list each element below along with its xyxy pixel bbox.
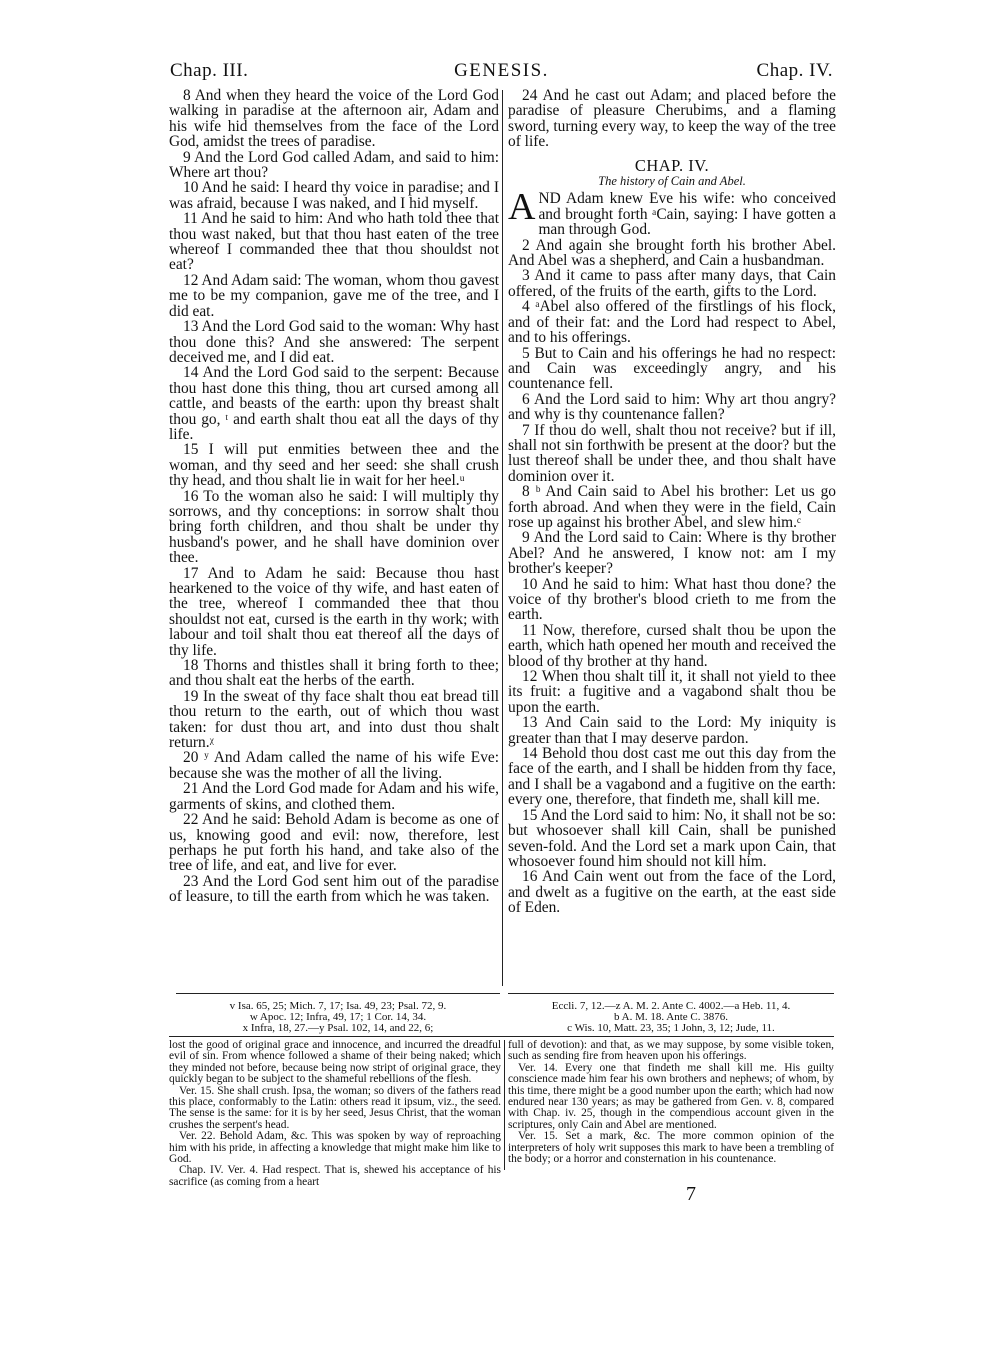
verse-paragraph: 17 And to Adam he said: Because thou hast hearkened to the voice of thy wife, and hast eaten of the tree, whereof I commanded thee that thou shouldst not eat, cursed is the earth in thy work; with labour and toil shalt thou eat thereof all the days of thy life. (169, 564, 499, 659)
note-paragraph: Chap. IV. Ver. 4. Had respect. That is, shewed his acceptance of his sacrifice (as coming from a heart (169, 1164, 501, 1188)
verse-paragraph: 9 And the Lord God called Adam, and said to him: Where art thou? (169, 148, 499, 182)
left-text-column (169, 88, 499, 905)
reference-line: b A. M. 18. Ante C. 3876. (614, 1011, 728, 1023)
drop-cap: A (508, 186, 536, 229)
verse-paragraph: 16 And Cain went out from the face of the Lord, and dwelt as a fugitive on the earth, at the east side of Eden. (508, 868, 836, 917)
notes-left (169, 1040, 501, 1188)
verse-paragraph: 19 In the sweat of thy face shalt thou eat bread till thou return to the earth, out of which thou wast taken: for dust thou art, and into dust thou shalt return.ᵡ (169, 687, 499, 752)
verse-paragraph: 16 To the woman also he said: I will multiply thy sorrows, and thy conceptions: in sorrow shalt thou bring forth children, and thou shalt be under thy husband's power, and he shall have dominion over thee. (169, 487, 499, 567)
verse-paragraph: 11 Now, therefore, cursed shalt thou be upon the earth, which hath opened her mouth and received the blood of thy brother at thy hand. (508, 621, 836, 670)
verse-paragraph: 21 And the Lord God made for Adam and his wife, garments of skins, and clothed them. (169, 780, 499, 813)
verse-paragraph: 2 And again she brought forth his brother Abel. And Abel was a shepherd, and Cain a husbandman. (508, 236, 836, 270)
verse-paragraph: 7 If thou do well, shalt thou not receive? but if ill, shall not sin forthwith be present at the door? but the lust thereof shall be under thee, and thou shalt have dominion over it. (508, 421, 836, 485)
reference-line: Eccli. 7, 12.—z A. M. 2. Ante C. 4002.—a Heb. 11, 4. (551, 1000, 791, 1012)
verse-paragraph: 22 And he said: Behold Adam is become as one of us, knowing good and evil: now, therefore, lest perhaps he put forth his hand, and take also of the tree of life, and eat, and live for ever. (169, 811, 499, 875)
verse-paragraph: 14 And the Lord God said to the serpent: Because thou hast done this thing, thou art cursed among all cattle, and beasts of the earth: upon thy breast shalt thou go, ᵗ and earth shalt thou eat all the days of thy life. (169, 364, 499, 443)
chapter-heading: CHAP. IV. (634, 155, 710, 175)
column-divider (502, 90, 503, 986)
verse-paragraph: 11 And he said to him: And who hath told thee that thou wast naked, but that thou hast eaten of the tree whereof I commanded thee that thou shouldst not eat? (169, 210, 499, 274)
right-chapter-label: Chap. IV. (756, 60, 833, 81)
verse-paragraph: 13 And Cain said to the Lord: My iniquity is greater than that I may deserve pardon. (508, 714, 836, 747)
verse-paragraph: 3 And it came to pass after many days, that Cain offered, of the fruits of the earth, gifts to the Lord. (508, 267, 836, 300)
first-verse-paragraph (508, 186, 836, 239)
verse-paragraph: 9 And the Lord said to Cain: Where is thy brother Abel? And he answered, I know not: am I my brother's keeper? (508, 529, 836, 578)
verse-paragraph: 15 I will put enmities between thee and the woman, and thy seed and her seed: she shall crush thy head, and thou shalt lie in wait for her heel.ᵘ (169, 441, 499, 490)
verse-paragraph: 14 Behold thou dost cast me out this day from the face of the earth, and I shall be hidden from thy face, and I shall be a vagabond and a fugitive on the earth: every one, therefore, that findeth me, shall kill me. (508, 745, 836, 809)
reference-rule-left (176, 993, 500, 994)
verse-paragraph: 13 And the Lord God said to the woman: Why hast thou done this? And she answered: The serpent deceived me, and I did eat. (169, 318, 499, 366)
reference-line: v Isa. 65, 25; Mich. 7, 17; Isa. 49, 23; Psal. 72, 9. (229, 1000, 447, 1012)
verse-paragraph: 10 And he said: I heard thy voice in paradise; and I was afraid, because I was naked, and I hid myself. (169, 179, 499, 212)
notes-divider (504, 1040, 505, 1170)
note-paragraph: full of devotion): and that, as we may suppose, by some visible token, such as sending fire from heaven upon his offerings. (508, 1039, 834, 1063)
verse-paragraph: 20 ʸ And Adam called the name of his wife Eve: because she was the mother of all the living. (169, 749, 499, 782)
marginal-references-right (508, 1001, 834, 1034)
verse-paragraph: 15 And the Lord said to him: No, it shall not be so: but whosoever shall kill Cain, shall be punished seven-fold. And the Lord set a mark upon Cain, that whosoever found him should not kill him. (508, 806, 836, 870)
verse-paragraph: 12 When thou shalt till it, it shall not yield to thee its fruit: a fugitive and a vagabond shalt thou be upon the earth. (508, 668, 836, 716)
verse-paragraph: 6 And the Lord said to him: Why art thou angry? and why is thy countenance fallen? (508, 390, 836, 424)
note-paragraph: Ver. 15. Set a mark, &c. The more common opinion of the interpreters of holy writ supposes this mark to have been a trembling of the body; or a horror and consternation in his countenance. (508, 1130, 834, 1166)
note-paragraph: Ver. 14. Every one that findeth me shall kill me. His guilty conscience made him fear his own brothers and nephews; of whom, by this time, there might be a good number upon the earth; which had now endured near 130 years; as may be gathered from Gen. v. 8, compared with Chap. iv. 25, though in the compendious account given in the scriptures, only Cain and Abel are mentioned. (508, 1061, 834, 1131)
verse-paragraph: 5 But to Cain and his offerings he had no respect: and Cain was exceedingly angry, and his countenance fell. (508, 344, 836, 393)
note-paragraph: Ver. 22. Behold Adam, &c. This was spoken by way of reproaching him with his pride, in affecting a knowledge that might make him like to God. (169, 1130, 501, 1166)
right-text-column (508, 88, 836, 916)
chapter-summary: The history of Cain and Abel. (598, 174, 746, 189)
verse-paragraph: 24 And he cast out Adam; and placed before the paradise of pleasure Cherubims, and a flaming sword, turning every way, to keep the way of the tree of life. (508, 87, 836, 151)
page-number: 7 (686, 1183, 696, 1205)
notes-rule (169, 1036, 834, 1037)
note-paragraph: Ver. 15. She shall crush. Ipsa, the woman; so divers of the fathers read this place, conformably to the Latin: others read it ipsum, viz., the seed. The sense is the same: for it is by her seed, Jesus Christ, that the woman crushes the serpent's head. (169, 1084, 501, 1131)
left-chapter-label: Chap. III. (170, 60, 249, 81)
verse-paragraph: 8 And when they heard the voice of the Lord God walking in paradise at the afternoon air, Adam and his wife hid themselves from the face of the Lord God, amidst the trees of paradise. (169, 87, 499, 151)
reference-line: w Apoc. 12; Infra, 49, 17; 1 Cor. 14, 34. (249, 1011, 427, 1023)
reference-line: x Infra, 18, 27.—y Psal. 102, 14, and 22, 6; (242, 1022, 434, 1034)
running-head (170, 60, 833, 84)
verse-paragraph: 23 And the Lord God sent him out of the paradise of leasure, to till the earth from which he was taken. (169, 872, 499, 906)
verse-paragraph: 18 Thorns and thistles shall it bring forth to thee; and thou shalt eat the herbs of the earth. (169, 657, 499, 690)
verse-paragraph: 10 And he said to him: What hast thou done? the voice of thy brother's blood crieth to me from the earth. (508, 575, 836, 624)
verse-paragraph: 12 And Adam said: The woman, whom thou gavest me to be my companion, gave me of the tree, and I did eat. (169, 271, 499, 320)
book-title: GENESIS. (454, 60, 549, 81)
marginal-references-left (176, 1001, 500, 1034)
first-verse-text: ND Adam knew Eve his wife: who conceived and brought forth ᵃCain, saying: I have gotten a man through God. (538, 190, 836, 239)
reference-line: c Wis. 10, Matt. 23, 35; 1 John, 3, 12; Jude, 11. (567, 1022, 775, 1034)
note-paragraph: lost the good of original grace and innocence, and incurred the dreadful evil of sin. From whence followed a shame of their being naked; which they minded not before, because being now stript of original grace, they quickly began to be subject to the shameful rebellions of the flesh. (169, 1039, 501, 1086)
verse-paragraph: 4 ᵃAbel also offered of the firstlings of his flock, and of their fat: and the Lord had respect to Abel, and to his offerings. (508, 298, 836, 347)
reference-rule-right (508, 993, 834, 994)
notes-right (508, 1040, 834, 1165)
verse-paragraph: 8 ᵇ And Cain said to Abel his brother: Let us go forth abroad. And when they were in the field, Cain rose up against his brother Abel, and slew him.ᶜ (508, 483, 836, 531)
